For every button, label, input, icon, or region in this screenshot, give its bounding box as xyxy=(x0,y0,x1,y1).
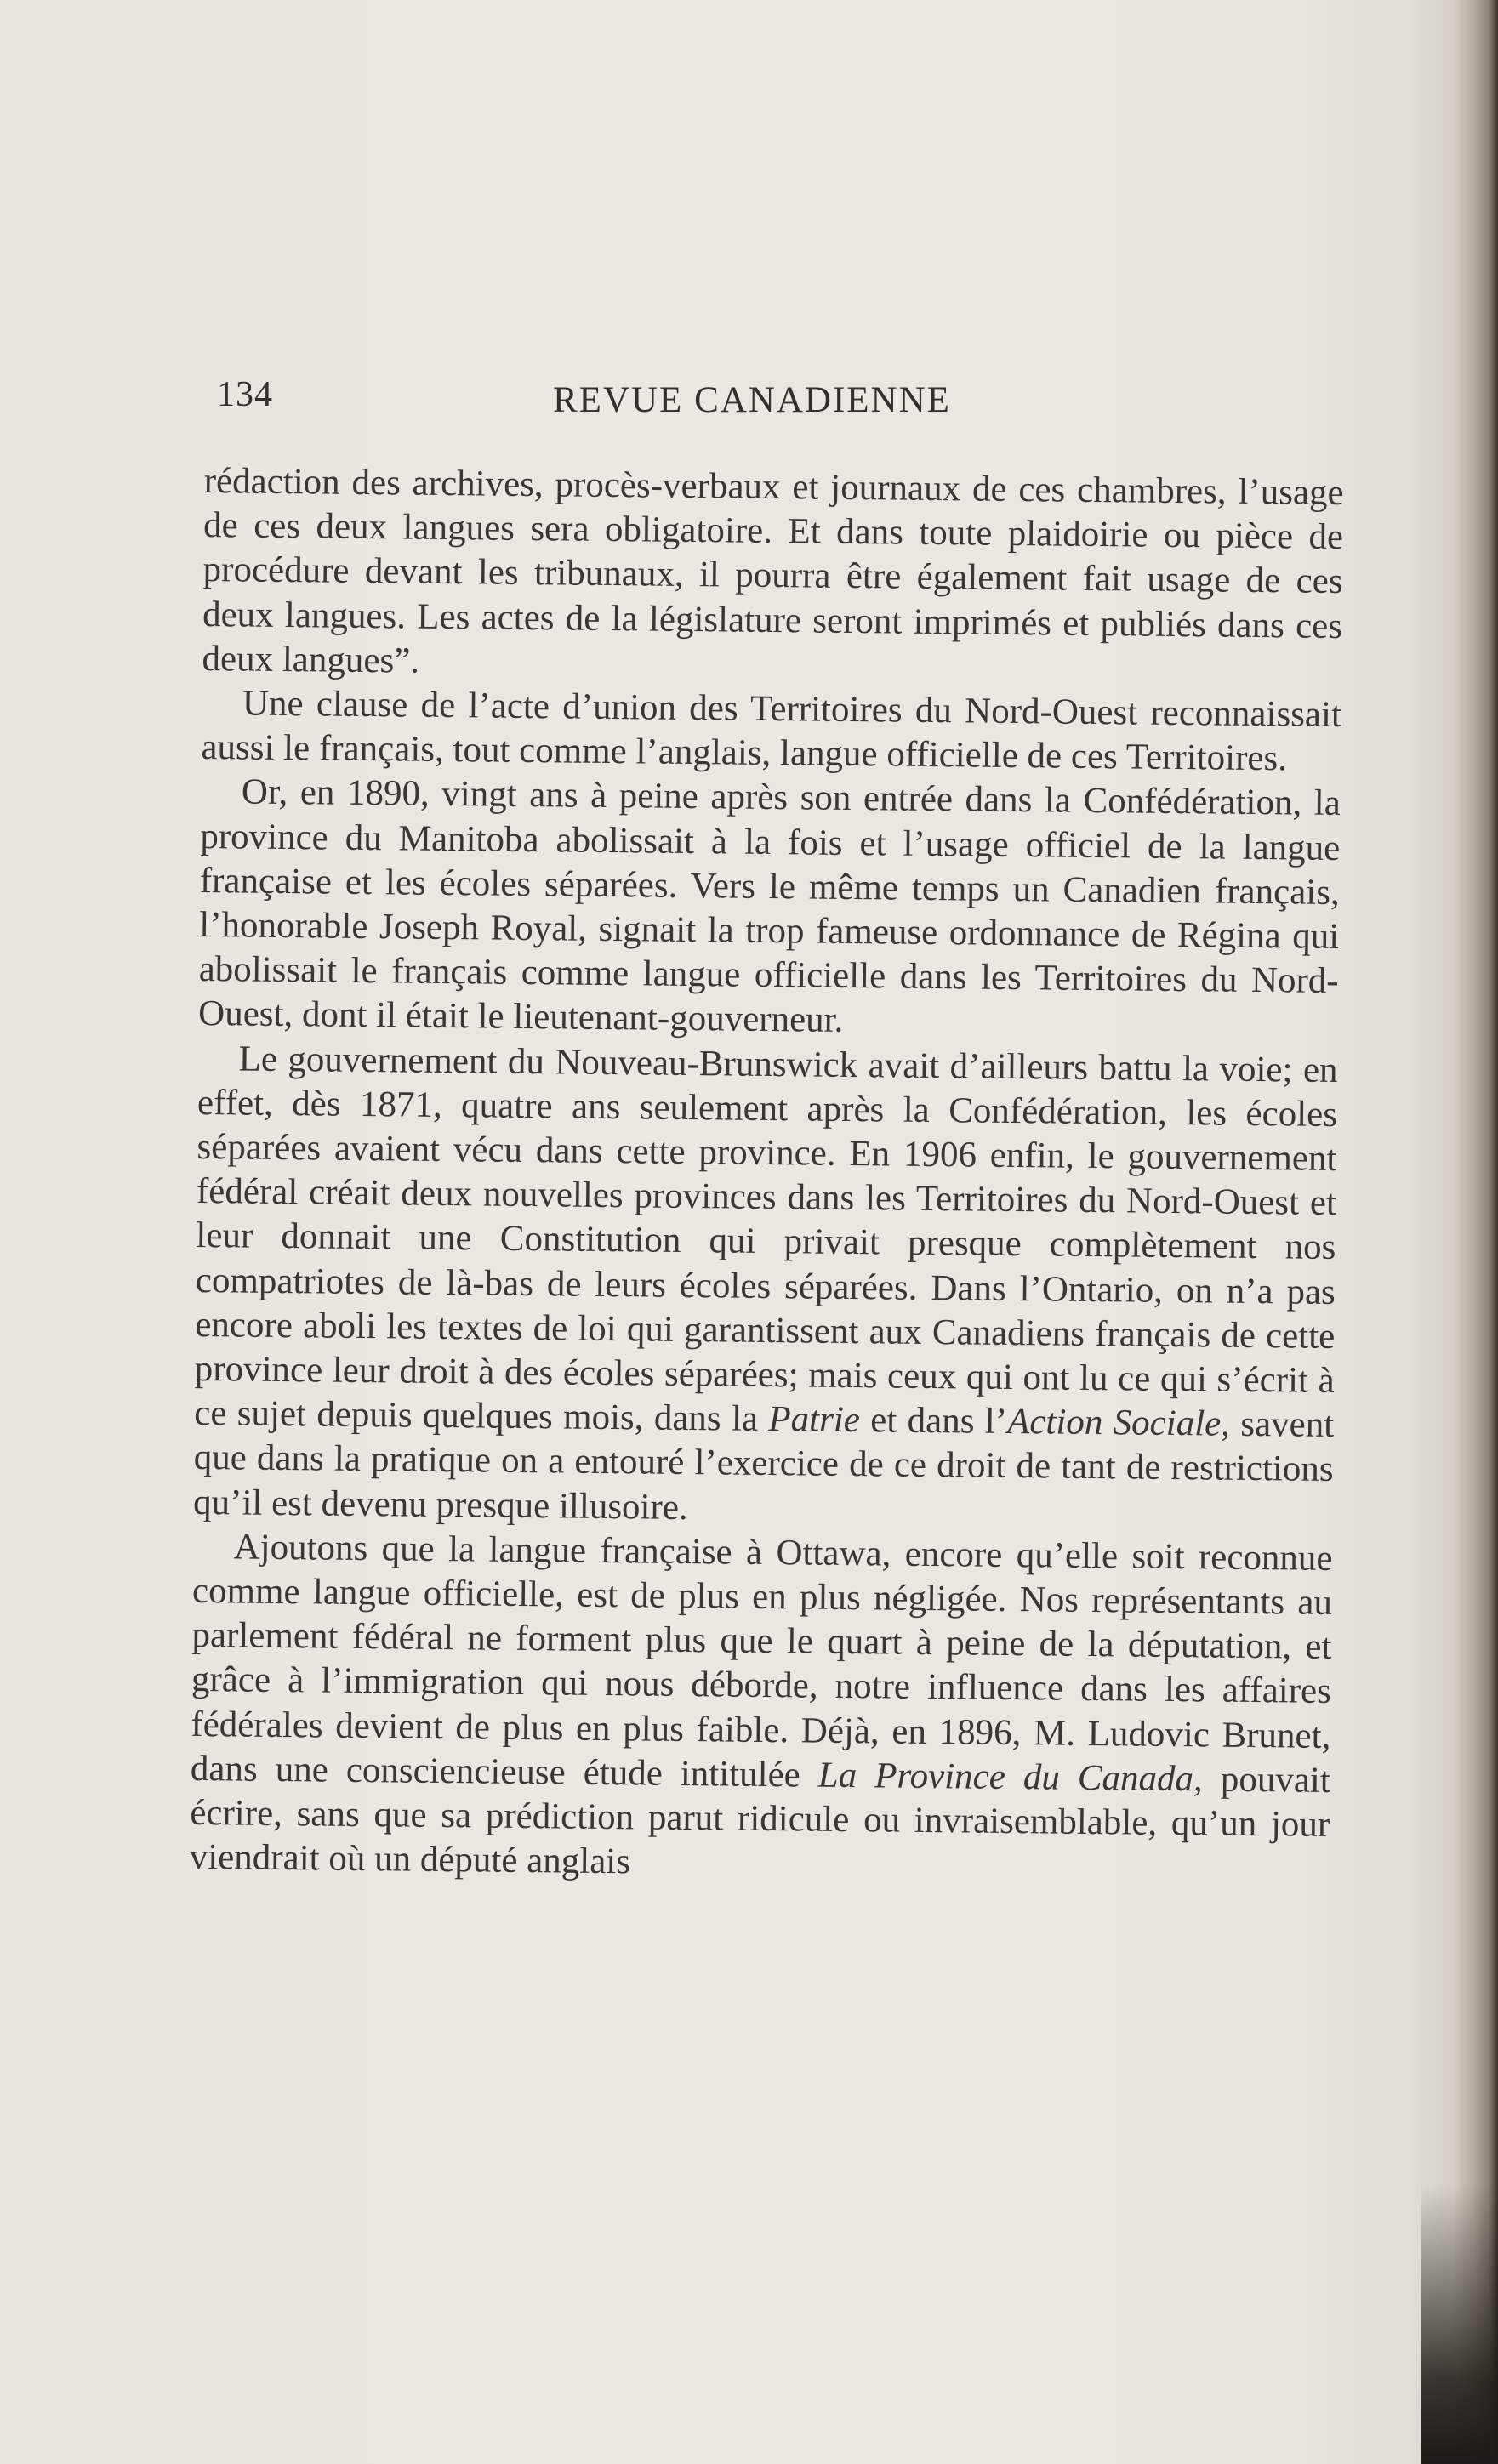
paragraph-4 xyxy=(193,1037,1338,1537)
book-title-province-du-canada: La Province du Canada, xyxy=(817,1755,1204,1800)
page-header xyxy=(217,367,1365,427)
page-gutter-shadow xyxy=(1454,0,1498,2464)
paragraph-5-text-2: pouvait écrire, sans que sa prédiction parut ridicule ou invraisemblable, qu’un jour viendrait où un député anglais xyxy=(189,1759,1331,1882)
paragraph-5 xyxy=(190,1525,1333,1892)
newspaper-title-patrie: Patrie xyxy=(768,1399,861,1441)
paragraph-4-text-3: savent que dans la pratique on a entouré l’exercice de ce droit de tant de restrictions qu’il est devenu presque illusoire. xyxy=(192,1404,1335,1528)
page-number: 134 xyxy=(217,375,273,414)
running-title: REVUE CANADIENNE xyxy=(553,380,951,420)
paragraph-5-text-1: Ajoutons que la langue française à Ottawa, encore qu’elle soit reconnue comme langue officielle, est de plus en plus négligée. Nos représentants au parlement fédéral ne forment plus que le quart à peine de la députation, et grâce à l’immigration qui nous déborde, notre influence dans les affaires fédérales devient de plus en plus faible. Déjà, en 1896, M. Ludovic Brunet, dans une consciencieuse étude intitulée xyxy=(190,1527,1333,1795)
page-corner-shadow xyxy=(1421,2183,1498,2464)
paragraph-4-text-1: Le gouvernement du Nouveau-Brunswick avait d’ailleurs battu la voie; en effet, dès 1871, quatre ans seulement après la Confédération, les écoles séparées avaient vécu dans cette province. En 1906 enfin, le gouvernement fédéral créait deux nouvelles provinces dans les Territoires du Nord-Ouest et leur donnait une Constitution qui privait presque complètement nos compatriotes de là-bas de leurs écoles séparées. Dans l’Ontario, on n’a pas encore aboli les textes de loi qui garantissent aux Canadiens français de cette province leur droit à des écoles séparées; mais ceux qui ont lu ce qui s’écrit à ce sujet depuis quelques mois, dans la xyxy=(194,1039,1338,1440)
paragraph-2: Une clause de l’acte d’union des Territoires du Nord-Ouest reconnaissait aussi le français, tout comme l’anglais, langue officielle de ces Territoires. xyxy=(201,683,1342,779)
paragraph-3: Or, en 1890, vingt ans à peine après son entrée dans la Confédération, la province du Manitoba abolissait à la fois et l’usage officiel de la langue française et les écoles séparées. Vers le même temps un Canadien français, l’honorable Joseph Royal, signait la trop fameuse ordonnance de Régina qui abolissait le français comme langue officielle dans les Territoires du Nord-Ouest, dont il était le lieutenant-gouverneur. xyxy=(197,771,1341,1041)
paragraph-4-text-2: et dans l’ xyxy=(870,1400,1008,1443)
newspaper-title-action-sociale: Action Sociale, xyxy=(1006,1402,1231,1444)
body-text xyxy=(190,459,1344,1892)
paragraph-1: rédaction des archives, procès-verbaux et journaux de ces chambres, l’usage de ces deux langues sera obligatoire. Et dans toute plaidoirie ou pièce de procédure devant les tribunaux, il pourra être également fait usage de ces deux langues. Les actes de la législature seront imprimés et publiés dans ces deux langues”. xyxy=(202,460,1344,681)
